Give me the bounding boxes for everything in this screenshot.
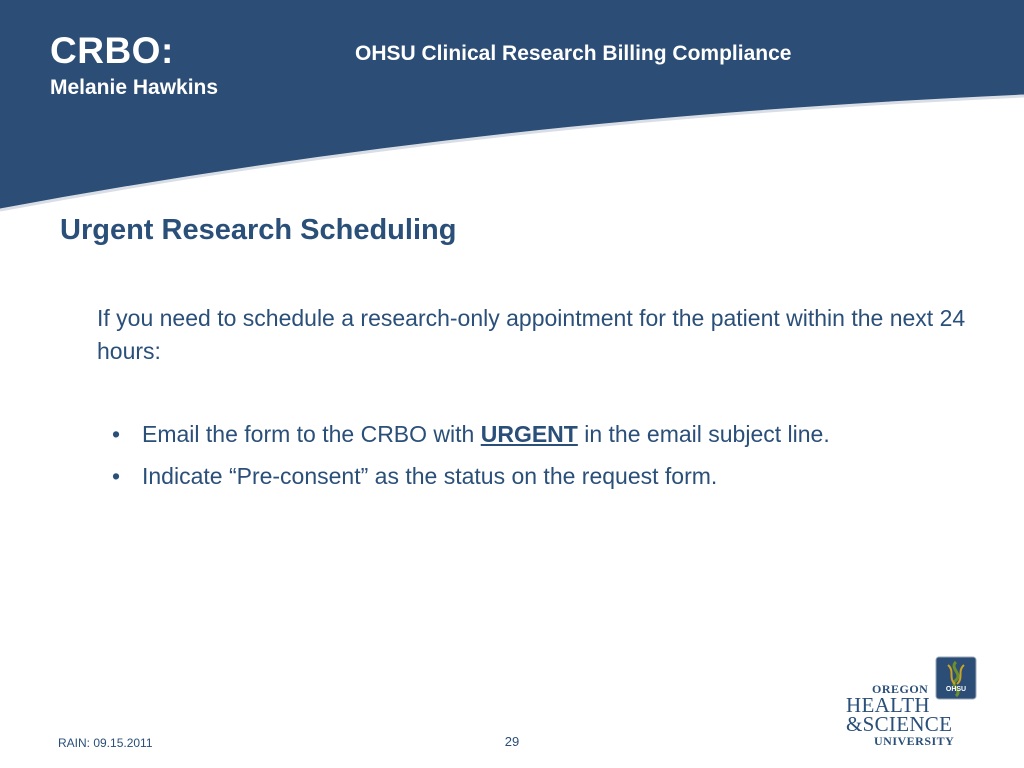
logo-oregon: OREGON — [872, 682, 929, 696]
organization-title: OHSU Clinical Research Billing Compliance — [355, 42, 792, 65]
logo-university: UNIVERSITY — [874, 734, 955, 748]
ohsu-shield-icon — [935, 656, 977, 700]
bullet-text: Indicate “Pre-consent” as the status on the request form. — [142, 463, 718, 489]
logo-health: HEALTH — [846, 693, 930, 717]
section-heading: Urgent Research Scheduling — [60, 214, 457, 246]
list-item — [112, 460, 952, 493]
urgent-emphasis: URGENT — [480, 421, 578, 447]
logo-badge-text: OHSU — [945, 686, 967, 693]
presenter-name: Melanie Hawkins — [50, 76, 219, 99]
ohsu-logo — [846, 656, 980, 750]
intro-paragraph: If you need to schedule a research-only appointment for the patient within the next 24 hours: — [97, 305, 966, 364]
bullet-text-end: in the email subject line. — [577, 421, 830, 447]
bullet-text-start: Email the form to the CRBO with — [142, 421, 481, 447]
bullet-list — [112, 418, 952, 502]
footer-date-label: RAIN: 09.15.2011 — [58, 736, 153, 750]
bullet-icon: • — [112, 463, 121, 489]
bullet-icon: • — [112, 421, 121, 447]
logo-science: &SCIENCE — [846, 712, 953, 736]
list-item — [112, 418, 952, 451]
slide-title: CRBO: — [50, 30, 174, 71]
page-number: 29 — [504, 734, 520, 749]
